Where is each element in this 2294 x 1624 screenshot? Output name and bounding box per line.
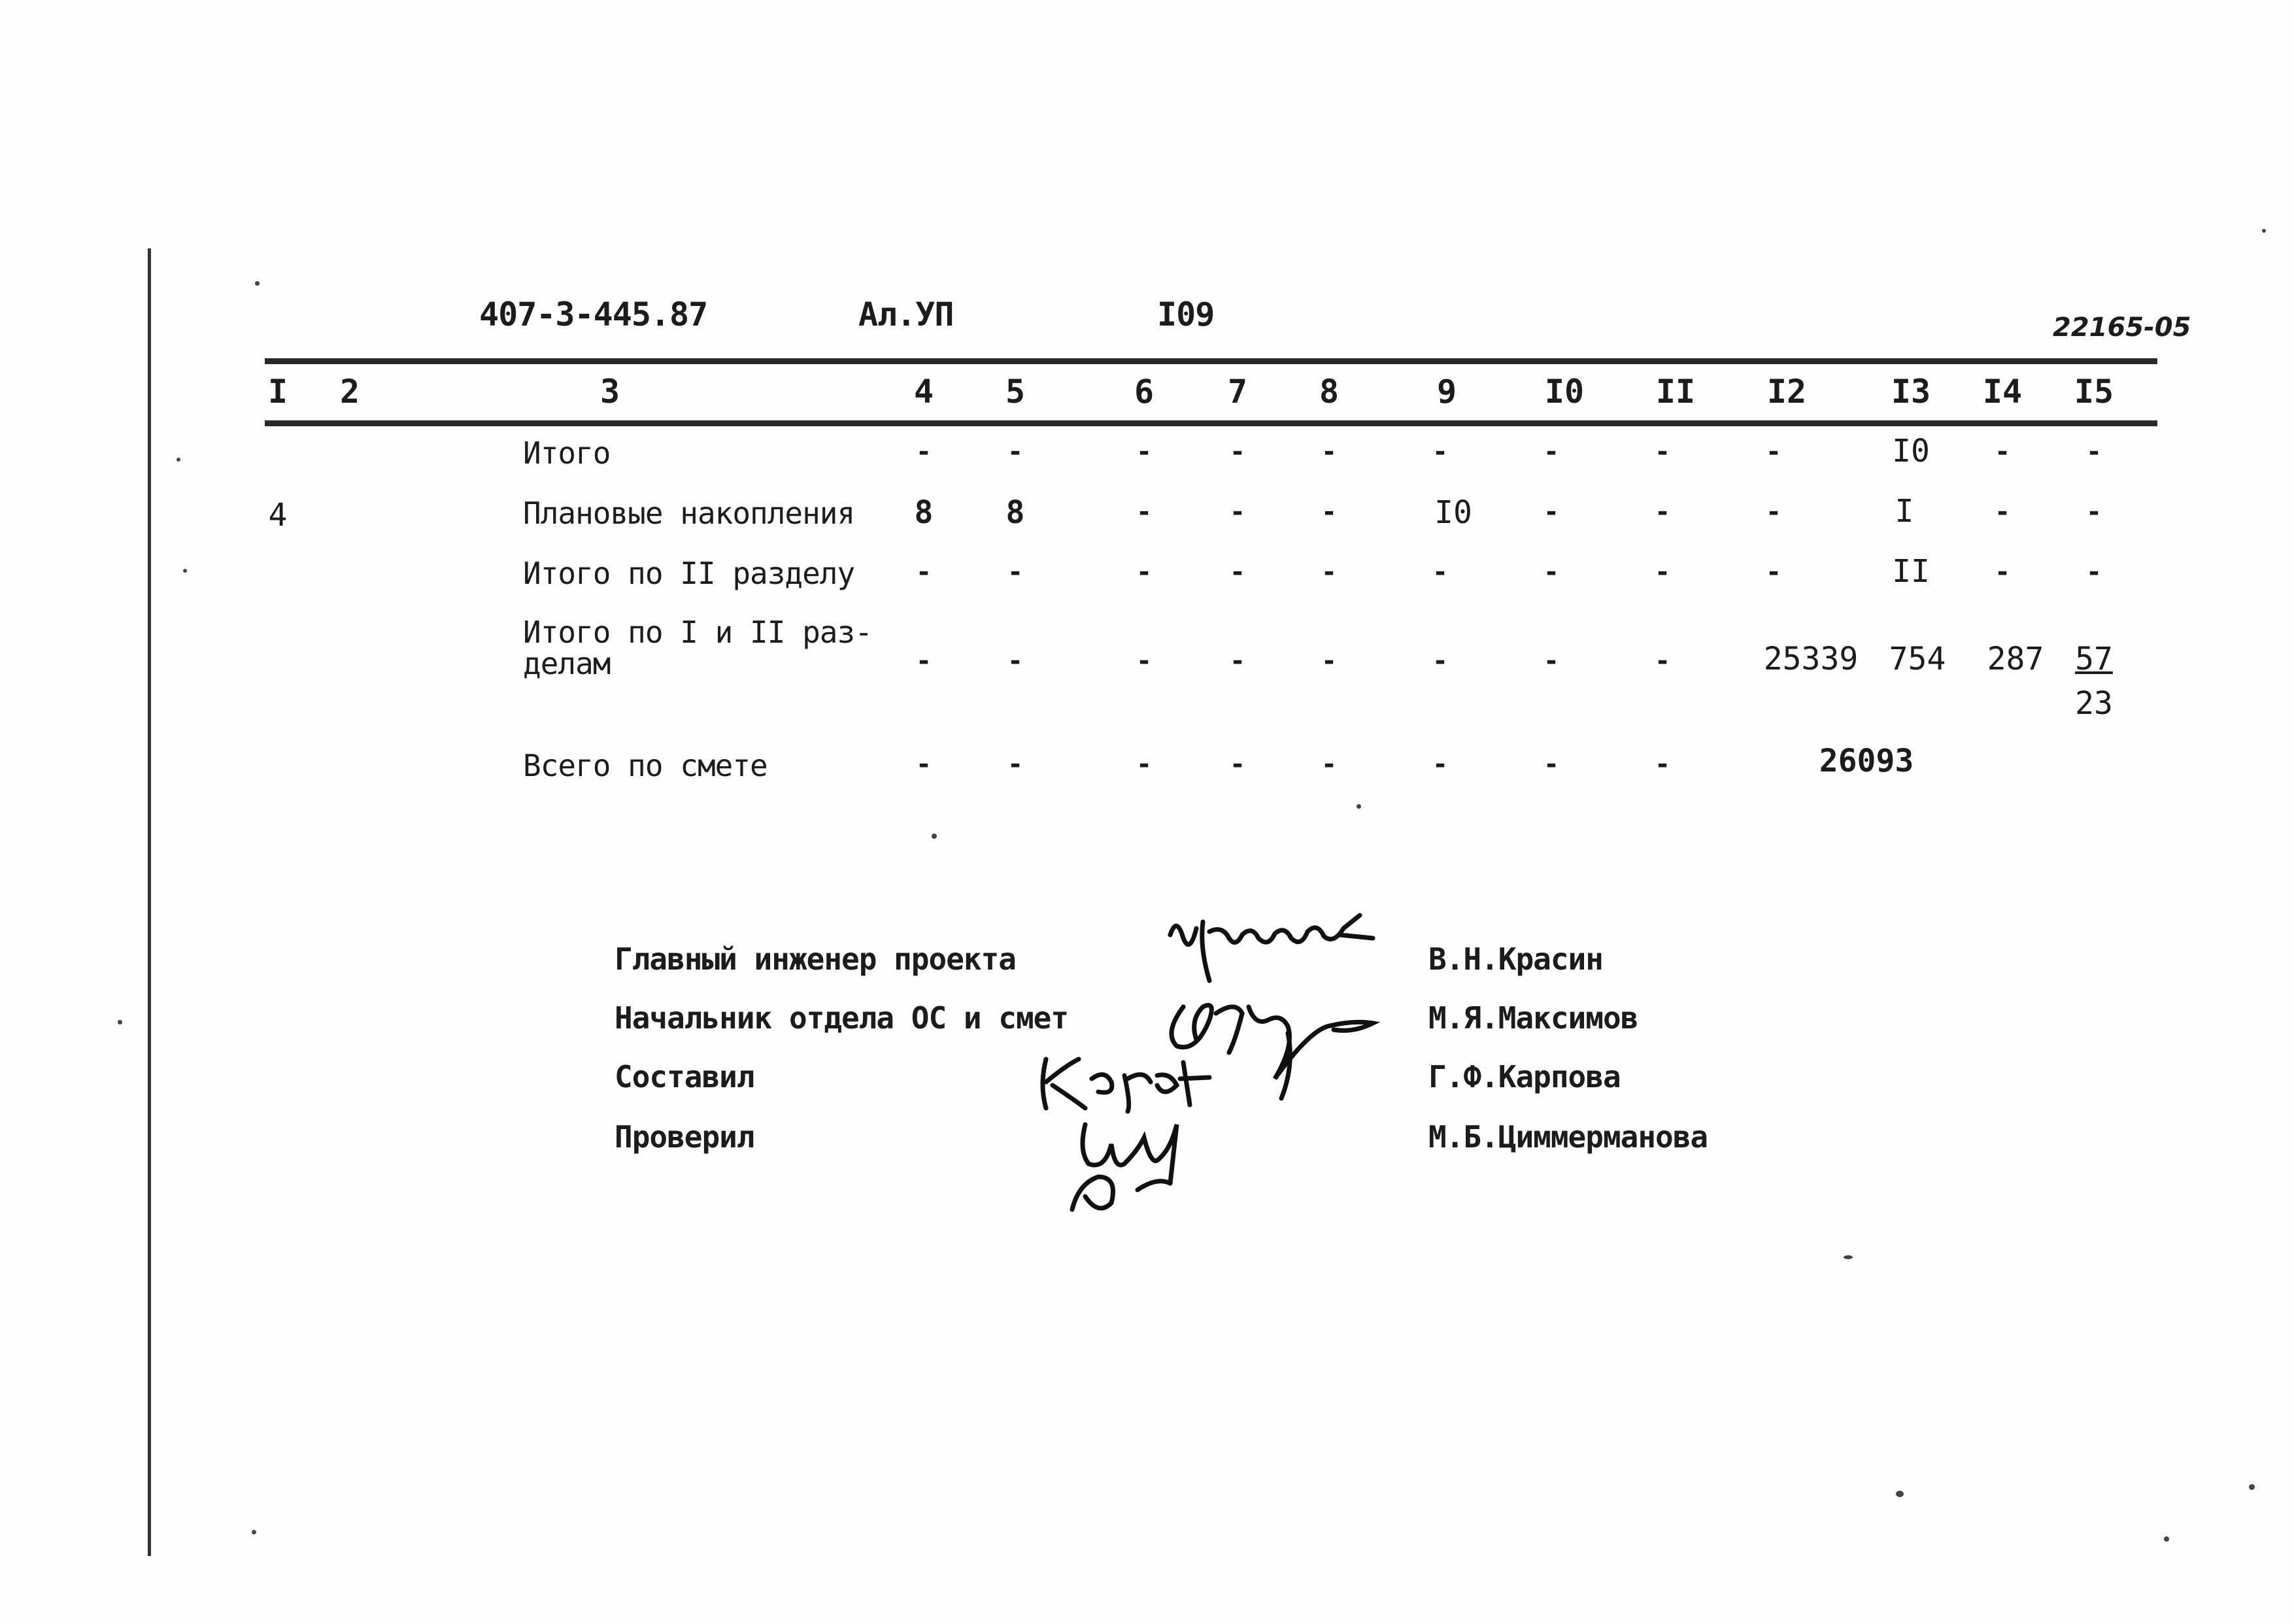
signature-checker bbox=[1059, 1111, 1203, 1223]
scan-speck bbox=[118, 1020, 122, 1024]
cell-col-10: - bbox=[1543, 646, 1560, 676]
column-header: 9 bbox=[1436, 373, 1457, 411]
column-header: 2 bbox=[339, 373, 360, 411]
margin-line bbox=[148, 248, 151, 1556]
cell-col-7: - bbox=[1229, 437, 1246, 467]
cell-col-6: - bbox=[1136, 646, 1153, 676]
signature-chief-engineer bbox=[1164, 909, 1386, 994]
scan-speck bbox=[932, 834, 937, 839]
row-label: Итого bbox=[523, 435, 611, 471]
cell-col-5: - bbox=[1007, 557, 1024, 587]
cell-col-12: - bbox=[1765, 437, 1782, 467]
signer-name: М.Я.Максимов bbox=[1428, 1000, 1638, 1036]
cell-col-13: 754 bbox=[1889, 641, 1946, 677]
cell-col-10: - bbox=[1543, 557, 1560, 587]
cell-col-15-bottom: 23 bbox=[2075, 685, 2113, 722]
signer-name: М.Б.Циммерманова bbox=[1428, 1119, 1708, 1155]
signer-role: Главный инженер проекта bbox=[615, 941, 1016, 977]
cell-col-12: 25339 bbox=[1763, 641, 1859, 677]
cell-col-7: - bbox=[1229, 557, 1246, 587]
column-header: I5 bbox=[2074, 373, 2114, 411]
row-label: Плановые накопления bbox=[523, 496, 855, 531]
cell-col-10: - bbox=[1543, 497, 1560, 527]
cell-col-10: - bbox=[1543, 749, 1560, 779]
cell-col-9: I0 bbox=[1434, 494, 1472, 531]
cell-col-7: - bbox=[1229, 497, 1246, 527]
cell-col-13: I0 bbox=[1892, 433, 1930, 469]
row-label-line2: делам bbox=[523, 646, 611, 681]
row-label-line1: Итого по I и II раз- bbox=[523, 615, 872, 650]
signer-role: Составил bbox=[615, 1059, 754, 1094]
column-header: I4 bbox=[1982, 373, 2023, 411]
column-header: I0 bbox=[1544, 373, 1585, 411]
cell-col-4: - bbox=[915, 437, 932, 467]
cell-col-8: - bbox=[1321, 497, 1338, 527]
cell-col-5: 8 bbox=[1005, 494, 1025, 531]
scan-speck bbox=[177, 458, 180, 462]
scan-speck bbox=[1357, 804, 1361, 809]
cell-col-7: - bbox=[1229, 749, 1246, 779]
column-header: 4 bbox=[913, 373, 934, 411]
cell-col-14: - bbox=[1994, 497, 2011, 527]
cell-col-5: - bbox=[1007, 749, 1024, 779]
table-top-rule bbox=[265, 358, 2157, 364]
column-header: 5 bbox=[1005, 373, 1026, 411]
page-number: I09 bbox=[1157, 296, 1215, 333]
cell-col-12: - bbox=[1765, 557, 1782, 587]
column-header: II bbox=[1655, 373, 1696, 411]
signer-name: В.Н.Красин bbox=[1428, 941, 1603, 977]
column-header: I bbox=[267, 373, 288, 411]
signer-name: Г.Ф.Карпова bbox=[1428, 1059, 1621, 1094]
cell-col-12: - bbox=[1765, 497, 1782, 527]
cell-col-8: - bbox=[1321, 749, 1338, 779]
scan-speck bbox=[252, 1530, 256, 1534]
cell-col-5: - bbox=[1007, 437, 1024, 467]
scan-speck bbox=[1896, 1491, 1904, 1497]
cell-col-14: 287 bbox=[1987, 641, 2044, 677]
cell-col-4: - bbox=[915, 646, 932, 676]
row-label: Итого по II разделу bbox=[523, 556, 855, 591]
cell-col-6: - bbox=[1136, 749, 1153, 779]
cell-col-11: - bbox=[1654, 749, 1671, 779]
cell-col-15-top: 57 bbox=[2075, 641, 2113, 677]
cell-col-9: - bbox=[1432, 749, 1449, 779]
cell-col-15: - bbox=[2085, 437, 2102, 467]
cell-col-8: - bbox=[1321, 646, 1338, 676]
cell-col-6: - bbox=[1136, 437, 1153, 467]
cell-col-9: - bbox=[1432, 646, 1449, 676]
cell-col-8: - bbox=[1321, 557, 1338, 587]
scan-speck bbox=[2164, 1536, 2169, 1542]
column-header: 8 bbox=[1319, 373, 1340, 411]
cell-col-15: - bbox=[2085, 497, 2102, 527]
column-header: 7 bbox=[1227, 373, 1248, 411]
row-number: 4 bbox=[268, 497, 288, 533]
signer-role: Проверил bbox=[615, 1119, 754, 1155]
column-header: I3 bbox=[1891, 373, 1931, 411]
scan-speck bbox=[255, 281, 260, 286]
cell-col-13: I bbox=[1895, 493, 1914, 530]
inventory-stamp: 22165-05 bbox=[2053, 313, 2191, 343]
cell-col-13: II bbox=[1892, 553, 1930, 590]
cell-col-9: - bbox=[1432, 437, 1449, 467]
cell-col-8: - bbox=[1321, 437, 1338, 467]
cell-col-11: - bbox=[1654, 557, 1671, 587]
cell-col-11: - bbox=[1654, 646, 1671, 676]
signer-role: Начальник отдела ОС и смет bbox=[615, 1000, 1069, 1036]
column-header: I2 bbox=[1766, 373, 1807, 411]
document-code: 407-3-445.87 bbox=[479, 296, 708, 333]
row-label: Всего по смете bbox=[523, 748, 767, 783]
cell-col-11: - bbox=[1654, 497, 1671, 527]
cell-col-10: - bbox=[1543, 437, 1560, 467]
album-number: Ал.УП bbox=[858, 296, 954, 333]
scan-speck bbox=[1844, 1255, 1853, 1259]
cell-col-7: - bbox=[1229, 646, 1246, 676]
scan-speck bbox=[2262, 229, 2266, 233]
signature-compiler bbox=[1033, 1046, 1268, 1118]
cell-col-4: - bbox=[915, 749, 932, 779]
cell-col-6: - bbox=[1136, 497, 1153, 527]
cell-col-9: - bbox=[1432, 557, 1449, 587]
grand-total: 26093 bbox=[1819, 743, 1914, 779]
column-header: 3 bbox=[599, 373, 620, 411]
cell-col-15: - bbox=[2085, 557, 2102, 587]
scan-speck bbox=[2249, 1484, 2255, 1490]
column-header: 6 bbox=[1134, 373, 1155, 411]
cell-col-6: - bbox=[1136, 557, 1153, 587]
cell-col-5: - bbox=[1007, 646, 1024, 676]
cell-col-11: - bbox=[1654, 437, 1671, 467]
cell-col-4: - bbox=[915, 557, 932, 587]
cell-col-14: - bbox=[1994, 437, 2011, 467]
table-header-rule bbox=[265, 420, 2157, 426]
cell-col-14: - bbox=[1994, 557, 2011, 587]
scan-speck bbox=[183, 569, 187, 573]
cell-col-4: 8 bbox=[914, 494, 934, 531]
